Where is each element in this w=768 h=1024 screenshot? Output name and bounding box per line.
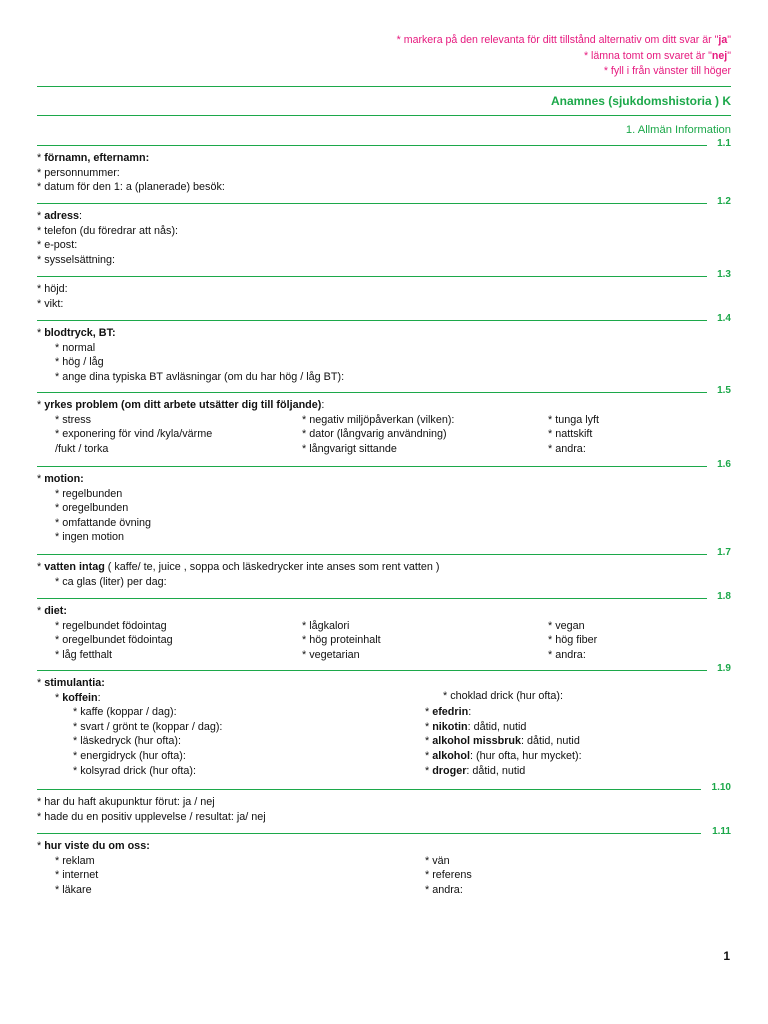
- field-text: * kolsyrad drick (hur ofta):: [73, 764, 197, 777]
- field-text: * ca glas (liter) per dag:: [55, 575, 167, 588]
- option-item: * långvarigt sittande: [302, 442, 397, 455]
- field-label: vatten intag: [44, 561, 105, 573]
- section-number: 1.2: [717, 196, 731, 207]
- form-field: [37, 167, 120, 180]
- section-divider: [37, 203, 707, 204]
- option-item: /fukt / torka: [55, 442, 109, 455]
- form-field: [55, 502, 128, 515]
- field-text: *: [425, 706, 433, 719]
- form-field: [37, 677, 105, 690]
- form-field: [37, 605, 67, 618]
- option-item: * läkare: [55, 883, 92, 896]
- option-item: * internet: [55, 869, 99, 882]
- stimulant-item: [425, 750, 582, 763]
- field-text: *: [37, 605, 45, 617]
- form-field: [37, 399, 324, 412]
- field-text: *: [425, 735, 433, 748]
- section-number: 1.4: [717, 313, 731, 324]
- field-text: *: [55, 691, 63, 704]
- field-text: * telefon (du föredrar att nås):: [37, 224, 179, 237]
- field-text: * oregelbunden: [55, 502, 129, 515]
- stimulant-item: [73, 735, 181, 748]
- option-item: * tunga lyft: [548, 413, 600, 426]
- field-text: *: [37, 210, 45, 222]
- field-text: * läskedryck (hur ofta):: [73, 735, 182, 748]
- stimulant-item: [73, 765, 196, 778]
- divider: [37, 115, 731, 116]
- divider: [37, 86, 731, 87]
- field-label: droger: [432, 764, 467, 777]
- stimulant-item: [73, 721, 222, 734]
- form-field: [55, 531, 124, 544]
- field-text: :: [79, 210, 83, 222]
- instruction-keyword: nej: [711, 50, 728, 62]
- field-text: *: [37, 399, 45, 411]
- section-divider: [37, 554, 707, 555]
- section-number: 1.5: [717, 385, 731, 396]
- field-text: *: [37, 677, 45, 689]
- stimulant-item: [55, 692, 101, 705]
- section-number: 1.11: [712, 826, 731, 837]
- field-label: diet:: [44, 605, 67, 617]
- field-label: förnamn, efternamn:: [44, 152, 150, 164]
- field-text: :: [97, 691, 101, 704]
- field-text: : dåtid, nutid: [466, 764, 526, 777]
- option-item: * oregelbundet födointag: [55, 634, 173, 647]
- form-field: [55, 371, 344, 384]
- form-field: [37, 181, 225, 194]
- section-number: 1.6: [717, 459, 731, 470]
- form-field: [37, 225, 178, 238]
- stimulant-item: [425, 735, 580, 748]
- section-divider: [37, 598, 707, 599]
- form-field: [55, 576, 167, 589]
- form-field: [55, 342, 95, 355]
- section-divider: [37, 145, 707, 146]
- field-text: *: [425, 750, 433, 762]
- field-label: nikotin: [432, 720, 468, 733]
- field-text: * normal: [55, 341, 96, 354]
- field-text: * hade du en positiv upplevelse / resultat: ja/ nej: [37, 810, 266, 823]
- field-text: *: [37, 840, 45, 852]
- option-item: * reklam: [55, 854, 95, 867]
- field-label: alkohol: [432, 750, 470, 762]
- field-text: * svart / grönt te (koppar / dag):: [73, 720, 223, 733]
- field-text: * choklad drick (hur ofta):: [443, 689, 564, 702]
- field-text: : (hur ofta, hur mycket):: [470, 750, 582, 762]
- field-text: * kaffe (koppar / dag):: [73, 706, 177, 719]
- form-field: [37, 283, 68, 296]
- form-field: [37, 561, 439, 574]
- option-item: * vegetarian: [302, 648, 360, 661]
- field-label: alkohol missbruk: [432, 735, 522, 748]
- form-field: [37, 210, 82, 223]
- page-number: 1: [723, 949, 730, 963]
- option-item: * negativ miljöpåverkan (vilken):: [302, 413, 455, 426]
- option-item: * andra:: [425, 883, 463, 896]
- field-text: *: [37, 152, 45, 164]
- instruction-line: * markera på den relevanta för ditt tillstånd alternativ om ditt svar är "ja": [396, 34, 731, 46]
- field-text: ( kaffe/ te, juice , soppa och läskedrycker inte anses som rent vatten ): [104, 561, 440, 573]
- field-text: :: [321, 399, 325, 411]
- option-item: * vegan: [548, 619, 585, 632]
- field-text: * vikt:: [37, 297, 64, 310]
- option-item: * låg fetthalt: [55, 648, 113, 661]
- option-item: * andra:: [548, 648, 586, 661]
- section-number: 1.9: [717, 663, 731, 674]
- field-text: *: [37, 473, 45, 485]
- instruction-keyword: ja: [718, 34, 728, 46]
- stimulant-item: [425, 765, 525, 778]
- section-divider: [37, 670, 707, 671]
- section-number: 1.8: [717, 591, 731, 602]
- field-text: * omfattande övning: [55, 516, 152, 529]
- section-number: 1.7: [717, 547, 731, 558]
- section-divider: [37, 466, 707, 467]
- form-field: [37, 254, 115, 267]
- field-text: * personnummer:: [37, 166, 120, 179]
- option-item: * referens: [425, 869, 472, 882]
- field-text: * ange dina typiska BT avläsningar (om du har hög / låg BT):: [55, 370, 345, 383]
- field-text: * e-post:: [37, 239, 78, 252]
- field-text: * ingen motion: [55, 531, 125, 544]
- form-field: [37, 327, 116, 340]
- section-divider: [37, 833, 701, 834]
- field-text: :: [468, 706, 472, 719]
- stimulant-item: [425, 721, 526, 734]
- section-number: 1.10: [711, 782, 731, 793]
- document-title: Anamnes (sjukdomshistoria ) K: [550, 94, 731, 108]
- section-heading: 1. Allmän Information: [625, 124, 731, 136]
- field-text: *: [37, 561, 45, 573]
- option-item: * hög fiber: [548, 634, 598, 647]
- option-item: * dator (långvarig användning): [302, 428, 447, 441]
- form-field: [37, 239, 77, 252]
- field-label: blodtryck, BT:: [44, 327, 116, 339]
- field-text: * regelbunden: [55, 487, 123, 500]
- stimulant-item: [425, 706, 471, 719]
- instruction-line: * lämna tomt om svaret är "nej": [583, 50, 731, 62]
- form-field: [55, 488, 122, 501]
- form-field: [37, 473, 84, 486]
- section-number: 1.1: [717, 138, 731, 149]
- section-divider: [37, 276, 707, 277]
- field-label: efedrin: [432, 706, 469, 719]
- stimulant-item: [73, 750, 186, 763]
- section-divider: [37, 392, 707, 393]
- section-number: 1.3: [717, 269, 731, 280]
- stimulant-item: [443, 690, 563, 703]
- option-item: * lågkalori: [302, 619, 350, 632]
- form-field: [55, 517, 151, 530]
- section-divider: [37, 789, 701, 790]
- field-label: yrkes problem (om ditt arbete utsätter dig till följande): [44, 399, 322, 411]
- field-text: : dåtid, nutid: [521, 735, 580, 748]
- option-item: * regelbundet födointag: [55, 619, 167, 632]
- form-field: [37, 796, 215, 809]
- field-label: hur viste du om oss:: [44, 840, 150, 852]
- field-text: * energidryck (hur ofta):: [73, 750, 186, 762]
- form-field: [37, 811, 266, 824]
- option-item: * stress: [55, 413, 91, 426]
- stimulant-item: [73, 706, 177, 719]
- field-text: * höjd:: [37, 283, 68, 295]
- form-field: [37, 840, 150, 853]
- field-label: stimulantia:: [44, 677, 105, 689]
- field-label: motion:: [44, 473, 84, 485]
- field-text: * sysselsättning:: [37, 253, 116, 266]
- field-text: * datum för den 1: a (planerade) besök:: [37, 181, 225, 194]
- option-item: * hög proteinhalt: [302, 634, 381, 647]
- option-item: * exponering för vind /kyla/värme: [55, 428, 213, 441]
- form-field: [37, 298, 63, 311]
- field-text: * har du haft akupunktur förut: ja / nej: [37, 796, 215, 808]
- option-item: * vän: [425, 854, 450, 867]
- field-text: *: [37, 327, 45, 339]
- form-field: [37, 152, 149, 165]
- field-text: *: [425, 720, 433, 733]
- field-text: *: [425, 764, 433, 777]
- option-item: * andra:: [548, 442, 586, 455]
- section-divider: [37, 320, 707, 321]
- instruction-line: * fyll i från vänster till höger: [603, 65, 731, 77]
- option-item: * nattskift: [548, 428, 593, 441]
- field-label: koffein: [62, 691, 98, 704]
- field-label: adress: [44, 210, 80, 222]
- field-text: : dåtid, nutid: [467, 720, 527, 733]
- form-field: [55, 356, 104, 369]
- field-text: * hög / låg: [55, 356, 104, 369]
